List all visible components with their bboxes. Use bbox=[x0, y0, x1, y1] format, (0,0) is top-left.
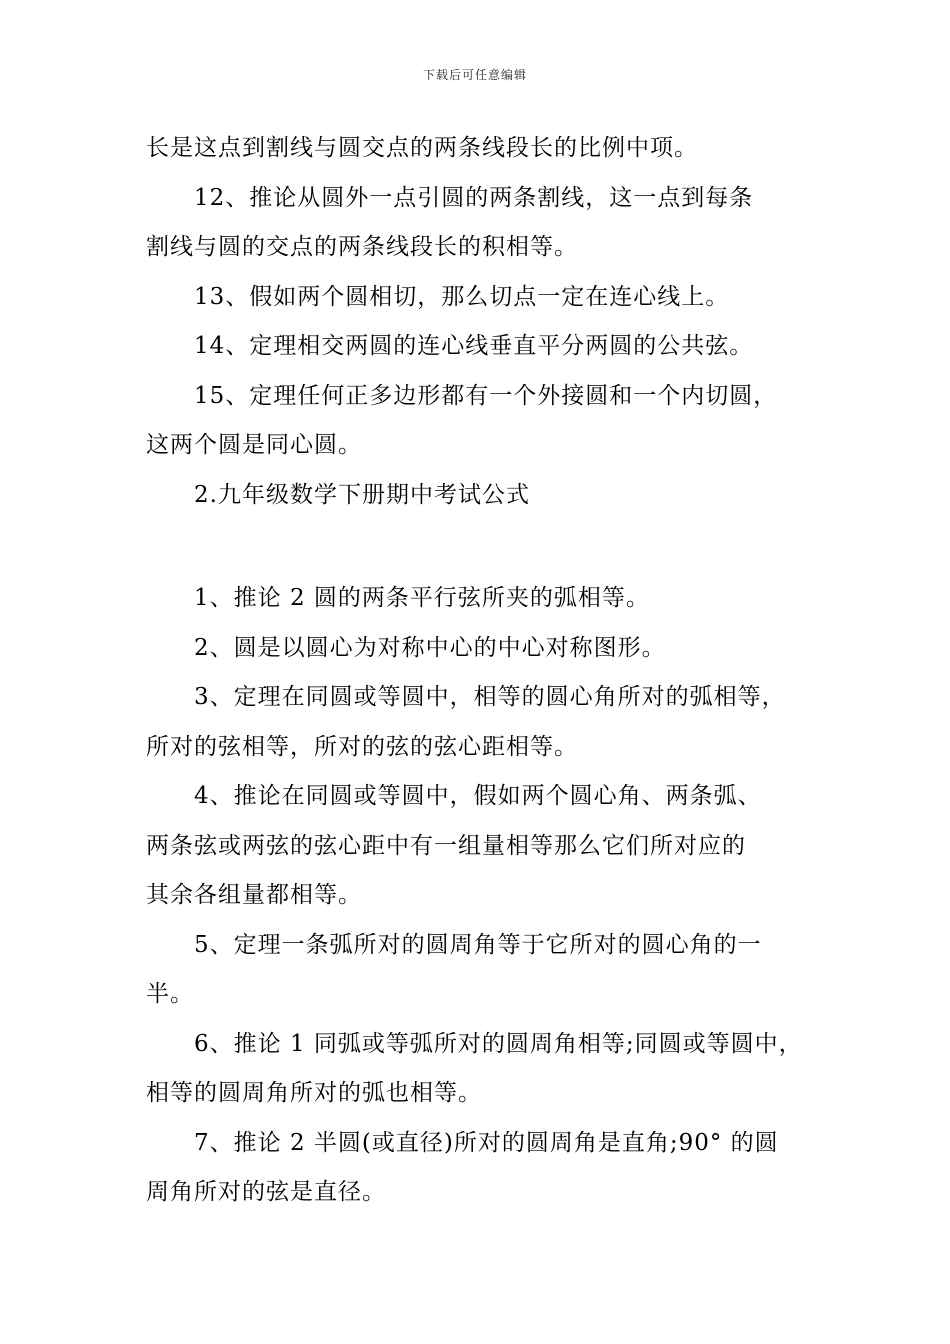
text-line: 4、推论在同圆或等圆中，假如两个圆心角、两条弧、 bbox=[194, 783, 762, 809]
text-line: 割线与圆的交点的两条线段长的积相等。 bbox=[146, 234, 578, 260]
document-body bbox=[146, 130, 836, 1224]
text-line: 所对的弦相等，所对的弦的弦心距相等。 bbox=[146, 733, 578, 760]
text-line: 7、推论 2 半圆(或直径)所对的圆周角是直角;90° 的圆 bbox=[194, 1129, 779, 1156]
text-line: 周角所对的弦是直径。 bbox=[146, 1179, 386, 1205]
text-line: 15、定理任何正多边形都有一个外接圆和一个内切圆， bbox=[194, 382, 778, 409]
text-line: 长是这点到割线与圆交点的两条线段长的比例中项。 bbox=[146, 135, 698, 161]
text-line: 5、定理一条弧所对的圆周角等于它所对的圆心角的一 bbox=[194, 931, 762, 958]
text-line: 相等的圆周角所对的弧也相等。 bbox=[146, 1080, 482, 1106]
page-header: 下载后可任意编辑 bbox=[422, 68, 527, 82]
text-line: 3、定理在同圆或等圆中，相等的圆心角所对的弧相等， bbox=[194, 684, 786, 710]
text-line: 6、推论 1 同弧或等弧所对的圆周角相等;同圆或等圆中， bbox=[194, 1030, 803, 1057]
text-line: 12、推论从圆外一点引圆的两条割线，这一点到每条 bbox=[194, 184, 754, 211]
text-line: 13、假如两个圆相切，那么切点一定在连心线上。 bbox=[194, 283, 730, 310]
text-line: 这两个圆是同心圆。 bbox=[146, 432, 362, 458]
text-line: 2、圆是以圆心为对称中心的中心对称图形。 bbox=[194, 634, 666, 661]
text-line: 半。 bbox=[146, 981, 194, 1007]
blank-gap bbox=[146, 526, 836, 580]
text-line: 两条弦或两弦的弦心距中有一组量相等那么它们所对应的 bbox=[146, 832, 746, 859]
text-line: 其余各组量都相等。 bbox=[146, 882, 362, 908]
text-line: 1、推论 2 圆的两条平行弦所夹的弧相等。 bbox=[194, 585, 650, 611]
text-line: 14、定理相交两圆的连心线垂直平分两圆的公共弦。 bbox=[194, 333, 754, 359]
section-heading: 2.九年级数学下册期中考试公式 bbox=[194, 481, 530, 508]
